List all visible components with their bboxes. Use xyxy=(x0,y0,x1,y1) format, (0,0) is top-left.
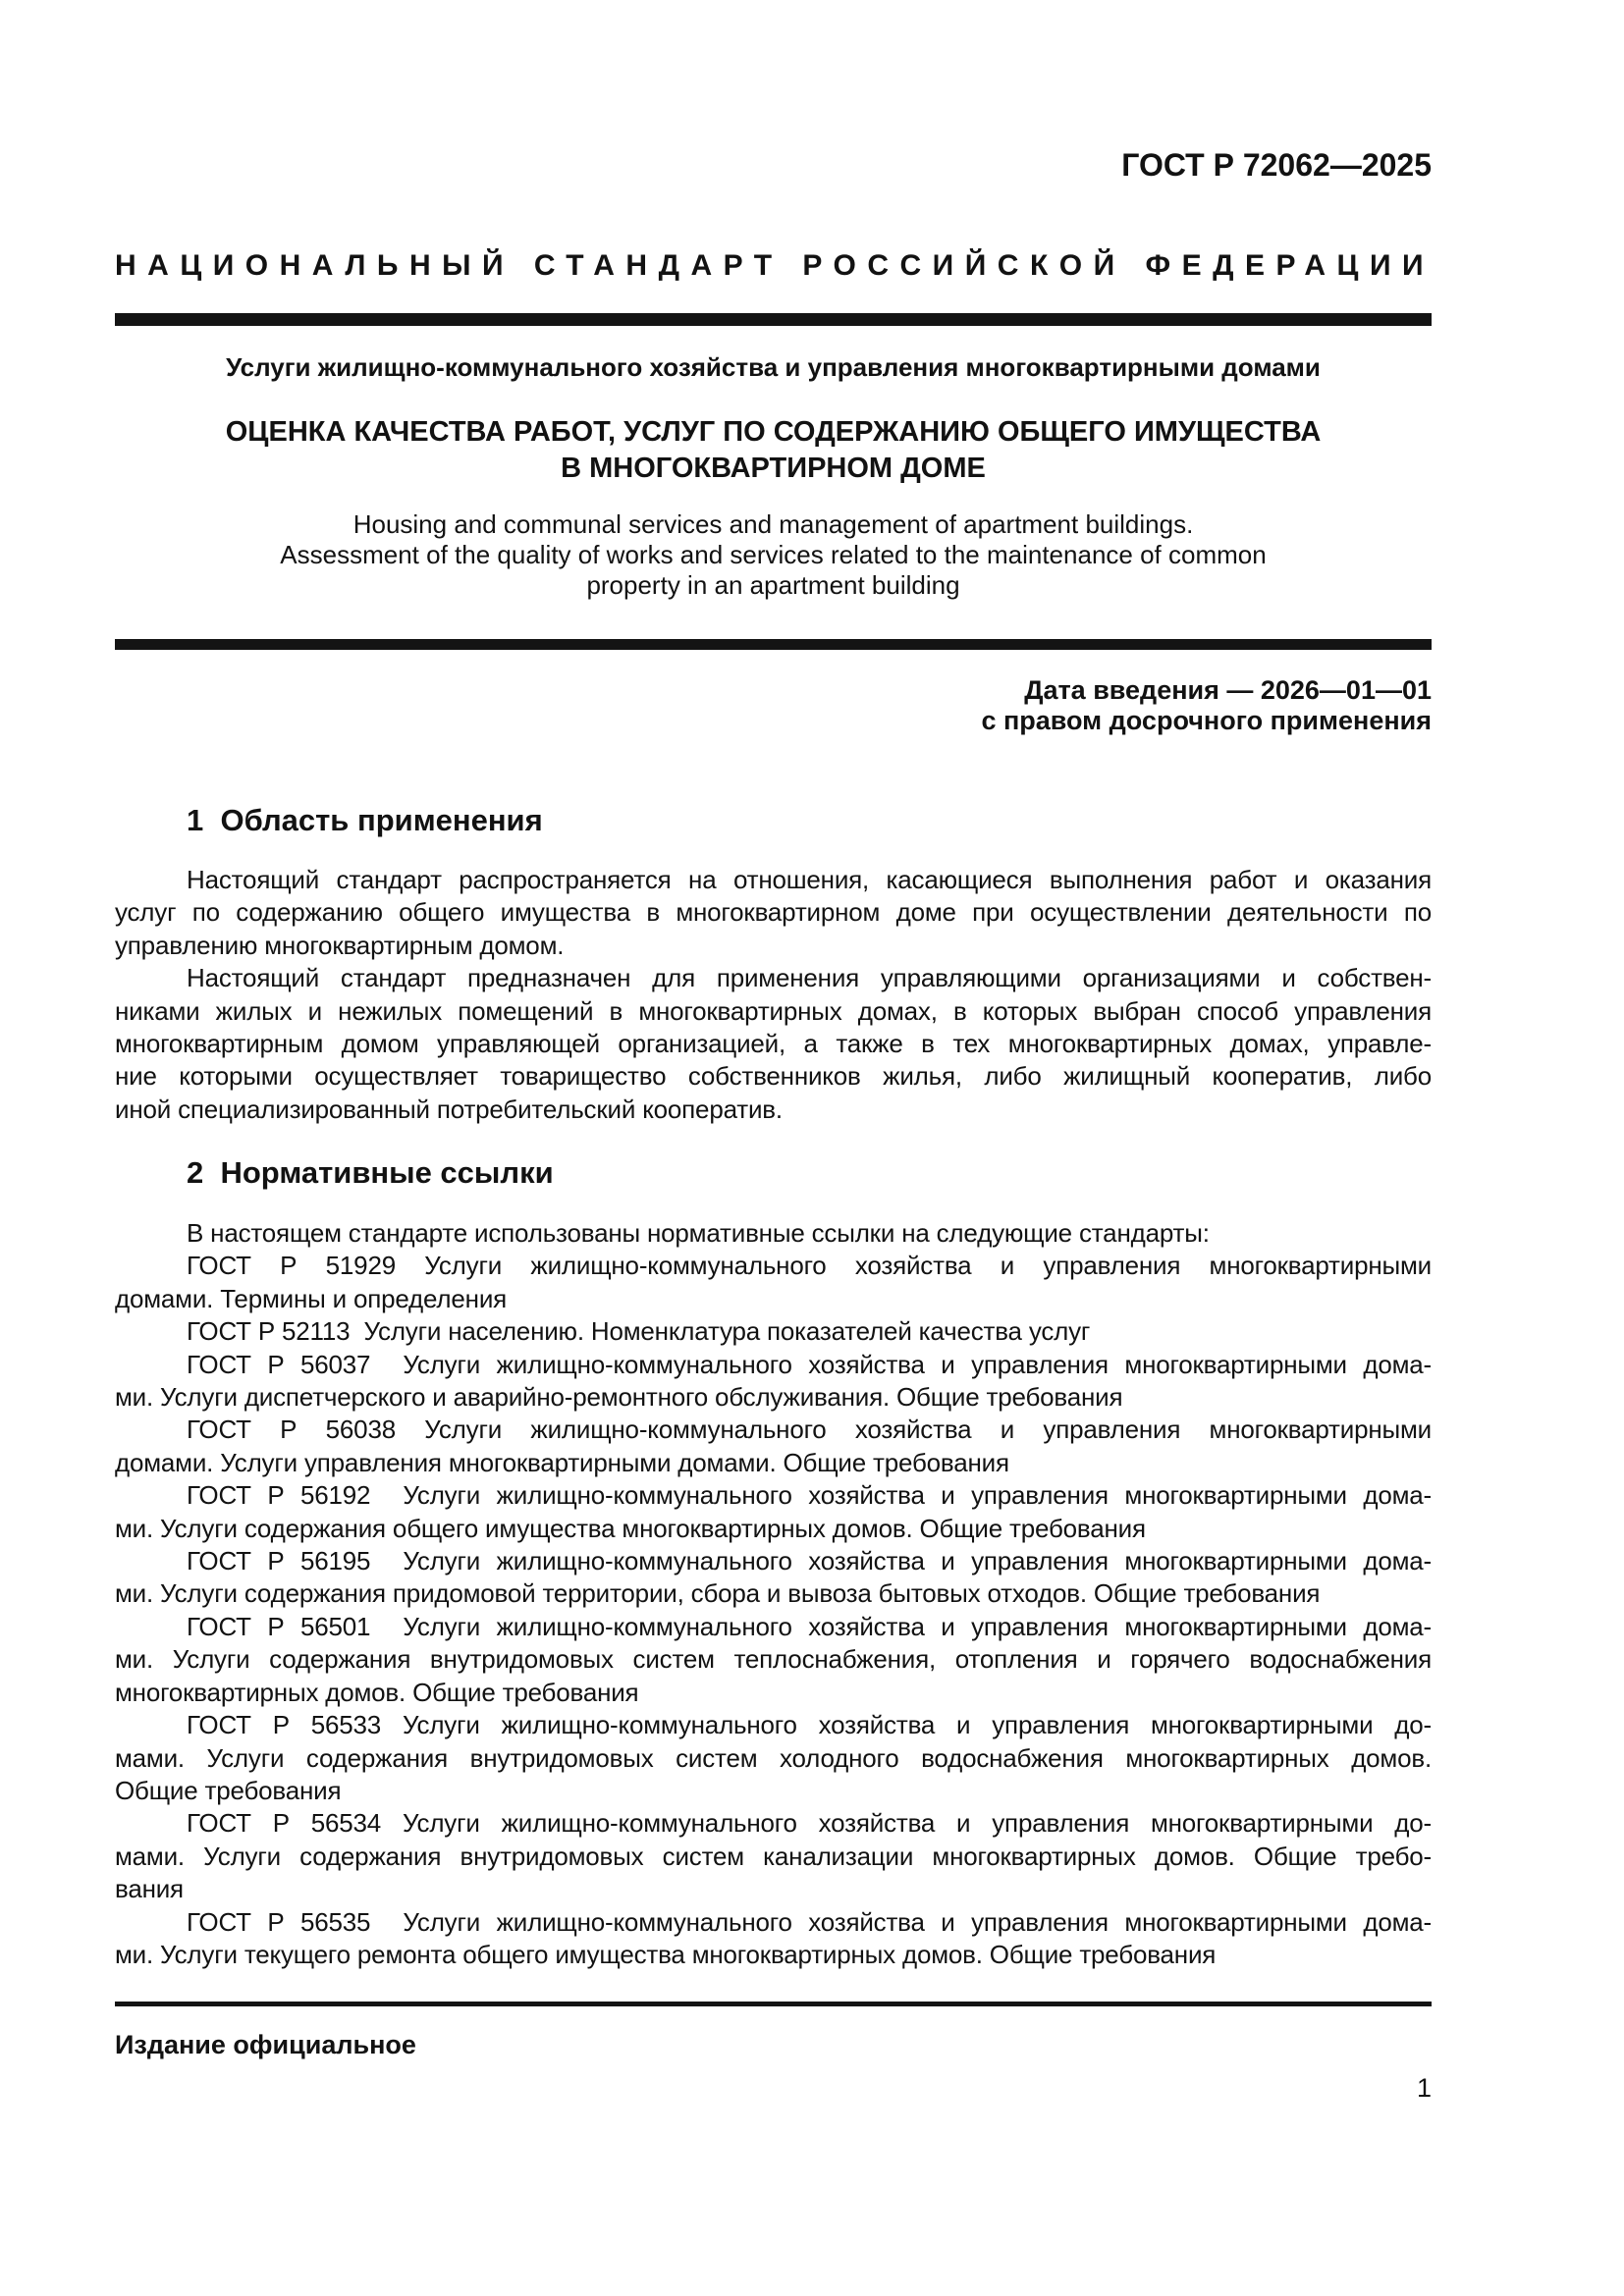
gost-reference-item xyxy=(115,1906,1432,1972)
text-line: ми. Услуги содержания общего имущества многоквартирных домов. Общие требования xyxy=(115,1513,1146,1543)
gost-reference-item xyxy=(115,1479,1432,1545)
text-line: ГОСТ Р 56192 Услуги жилищно-коммунального хозяйства и управления многоквартирными дома- xyxy=(187,1480,1432,1511)
text-line: многоквартирных домов. Общие требования xyxy=(115,1677,639,1707)
section-1-heading: 1 Область применения xyxy=(187,803,543,837)
text-line: ГОСТ Р 56533 Услуги жилищно-коммунального хозяйства и управления многоквартирными до- xyxy=(187,1710,1432,1740)
text-line: Общие требования xyxy=(115,1775,342,1805)
text-line: property in an apartment building xyxy=(586,570,960,600)
document-title-en xyxy=(115,509,1432,601)
text-line: ГОСТ Р 56534 Услуги жилищно-коммунального хозяйства и управления многоквартирными до- xyxy=(187,1808,1432,1839)
edition-note: Издание официальное xyxy=(115,2030,416,2059)
text-line: ГОСТ Р 56037 Услуги жилищно-коммунального хозяйства и управления многоквартирными дома- xyxy=(187,1349,1432,1379)
section-2-body xyxy=(115,1217,1432,1971)
text-line: домами. Услуги управления многоквартирными домами. Общие требования xyxy=(115,1447,1009,1477)
text-line: ГОСТ Р 51929 Услуги жилищно-коммунального хозяйства и управления многоквартирными xyxy=(187,1251,1432,1281)
gost-reference-item xyxy=(115,1250,1432,1315)
page-number: 1 xyxy=(1416,2073,1432,2103)
section-2-heading: 2 Нормативные ссылки xyxy=(187,1155,554,1190)
text-line: ми. Услуги содержания внутридомовых систем теплоснабжения, отопления и горячего водоснабжения xyxy=(115,1644,1432,1675)
text-line: мами. Услуги содержания внутридомовых систем канализации многоквартирных домов. Общие требо- xyxy=(115,1841,1432,1871)
text-line: ми. Услуги диспетчерского и аварийно-ремонтного обслуживания. Общие требования xyxy=(115,1382,1123,1413)
text-line: услуг по содержанию общего имущества в многоквартирном доме при осуществлении деятельности по xyxy=(115,897,1432,928)
text-line: Дата введения — 2026—01—01 xyxy=(1024,675,1432,705)
text-line: управлению многоквартирным домом. xyxy=(115,930,565,960)
separator-bar-top xyxy=(115,313,1432,326)
text-line: ОЦЕНКА КАЧЕСТВА РАБОТ, УСЛУГ ПО СОДЕРЖАНИЮ ОБЩЕГО ИМУЩЕСТВА xyxy=(225,416,1322,448)
text-line: ГОСТ Р 52113 Услуги населению. Номенклатура показателей качества услуг xyxy=(187,1316,1091,1347)
text-line: вания xyxy=(115,1874,184,1904)
gost-reference-item xyxy=(115,1349,1432,1415)
text-line: ми. Услуги содержания придомовой территории, сбора и вывоза бытовых отходов. Общие требования xyxy=(115,1578,1321,1609)
section-1-body xyxy=(115,864,1432,1126)
gost-reference-item xyxy=(115,1545,1432,1611)
document-title-ru xyxy=(115,414,1432,487)
section-1-paragraph xyxy=(115,962,1432,1126)
text-line: Настоящий стандарт предназначен для применения управляющими организациями и собствен- xyxy=(187,963,1432,993)
text-line: ми. Услуги текущего ремонта общего имущества многоквартирных домов. Общие требования xyxy=(115,1939,1217,1969)
text-line: В настоящем стандарте использованы нормативные ссылки на следующие стандарты: xyxy=(187,1218,1210,1248)
national-standard-banner: НАЦИОНАЛЬНЫЙ СТАНДАРТ РОССИЙСКОЙ ФЕДЕРАЦИИ xyxy=(115,249,1435,282)
text-line: В МНОГОКВАРТИРНОМ ДОМЕ xyxy=(561,453,986,484)
section-2-intro-paragraph xyxy=(115,1217,1432,1250)
text-line: иной специализированный потребительский кооператив. xyxy=(115,1094,783,1124)
text-line: никами жилых и нежилых помещений в многоквартирных домах, в которых выбран способ управления xyxy=(115,995,1432,1026)
gost-reference-item xyxy=(115,1709,1432,1807)
text-line: ние которыми осуществляет товарищество собственников жилья, либо жилищный кооператив, либо xyxy=(115,1061,1432,1092)
section-1-paragraph xyxy=(115,864,1432,962)
text-line: Housing and communal services and management of apartment buildings. xyxy=(352,509,1194,539)
text-line: с правом досрочного применения xyxy=(981,706,1432,735)
gost-reference-item xyxy=(115,1414,1432,1479)
text-line: ГОСТ Р 56038 Услуги жилищно-коммунального хозяйства и управления многоквартирными xyxy=(187,1415,1432,1445)
text-line: ГОСТ Р 56535 Услуги жилищно-коммунального хозяйства и управления многоквартирными дома- xyxy=(187,1906,1432,1937)
footer-rule xyxy=(115,2002,1432,2006)
document-subtitle: Услуги жилищно-коммунального хозяйства и управления многоквартирными домами xyxy=(226,352,1321,382)
text-line: ГОСТ Р 56501 Услуги жилищно-коммунального хозяйства и управления многоквартирными дома- xyxy=(187,1611,1432,1641)
text-line: Настоящий стандарт распространяется на отношения, касающиеся выполнения работ и оказания xyxy=(187,865,1432,894)
text-line: домами. Термины и определения xyxy=(115,1283,508,1313)
separator-bar-middle xyxy=(115,639,1432,650)
gost-reference-item xyxy=(115,1315,1432,1348)
gost-reference-item xyxy=(115,1611,1432,1709)
text-line: многоквартирным домом управляющей организацией, а также в тех многоквартирных домах, управле- xyxy=(115,1029,1432,1059)
effective-date-block xyxy=(115,675,1432,736)
text-line: мами. Услуги содержания внутридомовых систем холодного водоснабжения многоквартирных домов. xyxy=(115,1742,1432,1773)
gost-reference-item xyxy=(115,1807,1432,1905)
doc-number: ГОСТ Р 72062—2025 xyxy=(1121,147,1432,183)
text-line: Assessment of the quality of works and services related to the maintenance of common xyxy=(280,540,1267,569)
text-line: ГОСТ Р 56195 Услуги жилищно-коммунального хозяйства и управления многоквартирными дома- xyxy=(187,1546,1432,1576)
